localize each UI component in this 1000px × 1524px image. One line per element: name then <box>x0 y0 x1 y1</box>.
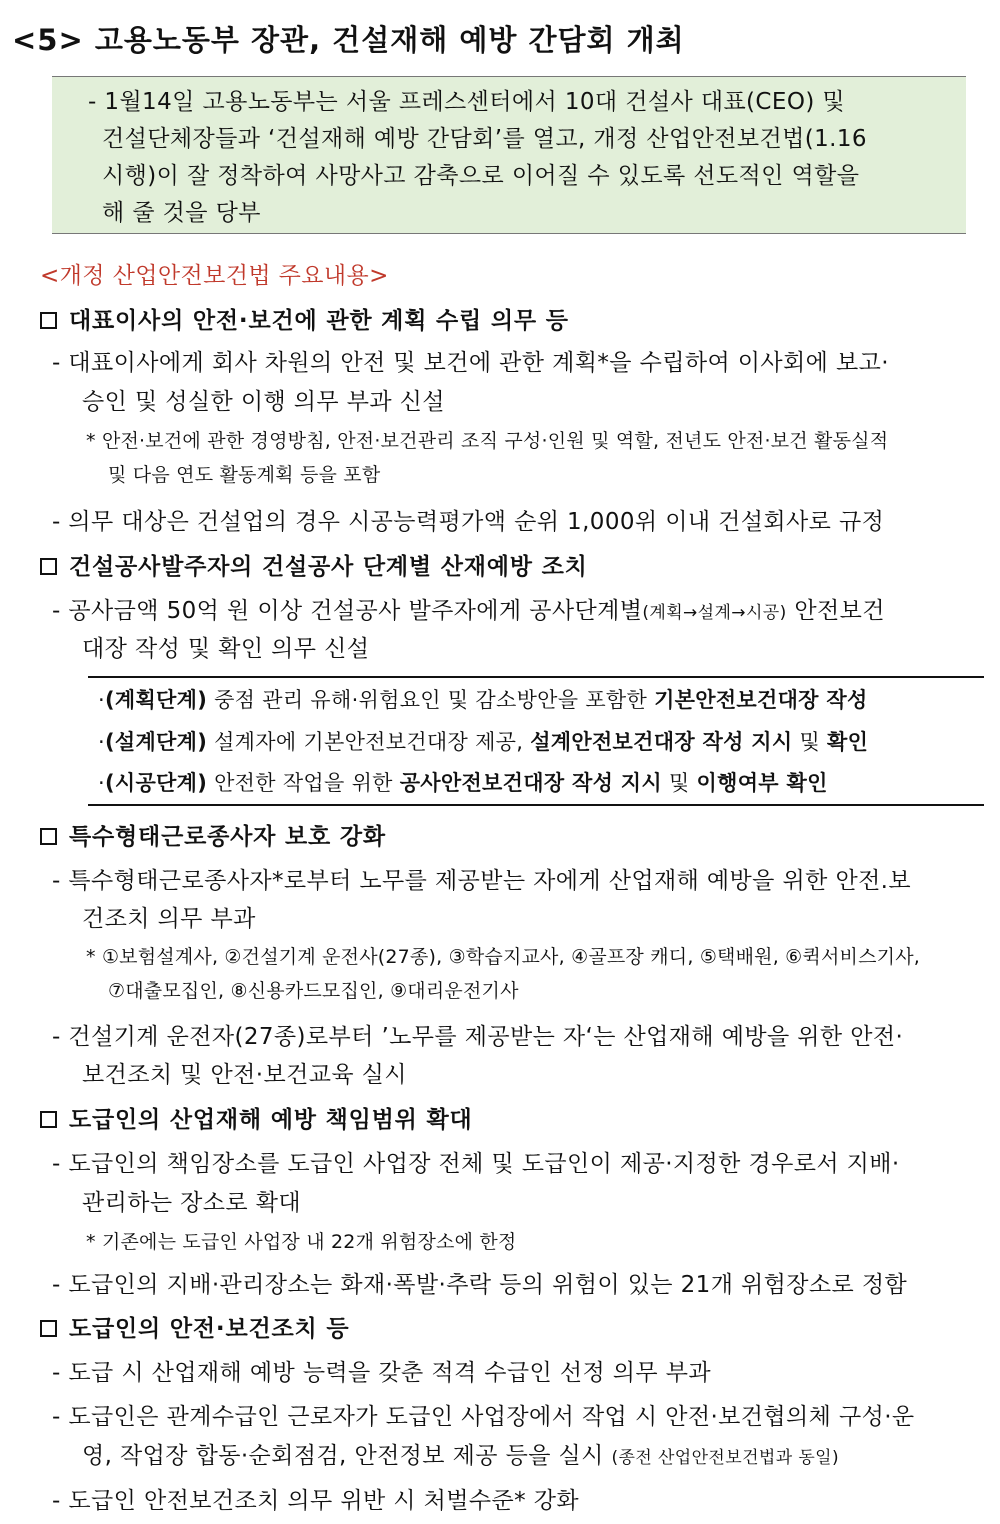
bullet-line: - 도급인의 책임장소를 도급인 사업장 전체 및 도급인이 제공·지정한 경우로서 지배· <box>52 1151 900 1177</box>
stage-emphasis: 공사안전보건대장 작성 지시 <box>399 771 662 795</box>
bullet-text: 안전보건 <box>786 598 885 624</box>
stage-emphasis: 이행여부 확인 <box>696 771 828 795</box>
stage-label: (설계단계) <box>104 730 208 754</box>
stage-text: 및 <box>792 730 828 754</box>
bullet-line: - 도급인 안전보건조치 의무 위반 시 처벌수준* 강화 <box>52 1488 579 1514</box>
stage-emphasis: 기본안전보건대장 작성 <box>654 688 868 712</box>
section-heading <box>40 818 386 851</box>
bullet-line: - 대표이사에게 회사 차원의 안전 및 보건에 관한 계획*을 수립하여 이사회에 보고· <box>52 350 889 376</box>
row-bullet: · <box>98 730 105 754</box>
bullet-line: 보건조치 및 안전·보건교육 실시 <box>82 1062 407 1088</box>
section-heading-text: 건설공사발주자의 건설공사 단계별 산재예방 조치 <box>69 554 588 580</box>
bullet-line: 건조치 의무 부과 <box>82 906 256 932</box>
section-heading-text: 대표이사의 안전·보건에 관한 계획 수립 의무 등 <box>69 308 569 334</box>
row-bullet: · <box>98 771 105 795</box>
document-title: <5> 고용노동부 장관, 건설재해 예방 간담회 개최 <box>12 23 685 57</box>
amendment-subheading: <개정 산업안전보건법 주요내용> <box>40 263 389 289</box>
footnote-line: * ①보험설계사, ②건설기계 운전사(27종), ③학습지교사, ④골프장 캐디, ⑤택배원, ⑥퀵서비스기사, <box>86 946 920 968</box>
stage-label: (시공단계) <box>104 771 208 795</box>
section-heading <box>40 1101 473 1134</box>
section-heading-text: 도급인의 안전·보건조치 등 <box>69 1316 350 1342</box>
bullet-line: - 의무 대상은 건설업의 경우 시공능력평가액 순위 1,000위 이내 건설회사로 규정 <box>52 509 885 535</box>
bullet-line: - 도급 시 산업재해 예방 능력을 갖춘 적격 수급인 선정 의무 부과 <box>52 1360 711 1386</box>
bullet-line: 대장 작성 및 확인 의무 신설 <box>82 636 370 662</box>
bullet-line: - 도급인은 관계수급인 근로자가 도급인 사업장에서 작업 시 안전·보건협의체 구성·운 <box>52 1404 915 1430</box>
summary-line: 건설단체장들과 ‘건설재해 예방 간담회’를 열고, 개정 산업안전보건법(1.16 <box>102 126 867 152</box>
checkbox-icon <box>40 1320 57 1337</box>
bullet-line: - 건설기계 운전자(27종)로부터 ’노무를 제공받는 자‘는 산업재해 예방을 위한 안전· <box>52 1024 904 1050</box>
summary-line: 시행)이 잘 정착하여 사망사고 감축으로 이어질 수 있도록 선도적인 역할을 <box>102 163 860 189</box>
stage-table <box>88 676 984 806</box>
footnote-line: * 기존에는 도급인 사업장 내 22개 위험장소에 한정 <box>86 1231 517 1253</box>
bullet-line: 승인 및 성실한 이행 의무 부과 신설 <box>82 389 445 415</box>
section-heading <box>40 302 569 335</box>
section-heading-text: 특수형태근로종사자 보호 강화 <box>69 824 386 850</box>
stage-emphasis: 설계안전보건대장 작성 지시 <box>530 730 793 754</box>
bullet-text: 영, 작업장 합동·순회점검, 안전정보 제공 등을 실시 <box>82 1443 612 1469</box>
summary-line: 해 줄 것을 당부 <box>102 200 261 226</box>
stage-text: 안전한 작업을 위한 <box>207 771 400 795</box>
bullet-line <box>52 592 885 625</box>
footnote-line: ⑦대출모집인, ⑧신용카드모집인, ⑨대리운전기사 <box>108 980 519 1002</box>
footnote-line: * 안전·보건에 관한 경영방침, 안전·보건관리 조직 구성·인원 및 역할, 전년도 안전·보건 활동실적 <box>86 430 889 452</box>
stage-text: 중점 관리 유해·위험요인 및 감소방안을 포함한 <box>207 688 655 712</box>
summary-box <box>52 76 966 234</box>
section-heading <box>40 548 588 581</box>
bullet-line: - 특수형태근로종사자*로부터 노무를 제공받는 자에게 산업재해 예방을 위한 안전.보 <box>52 868 912 894</box>
footnote-line: 및 다음 연도 활동계획 등을 포함 <box>108 464 381 486</box>
stage-row <box>98 684 868 714</box>
section-heading <box>40 1310 349 1343</box>
row-bullet: · <box>98 688 105 712</box>
stage-emphasis: 확인 <box>827 730 869 754</box>
bullet-line <box>82 1437 839 1470</box>
bullet-aside: (종전 산업안전보건법과 동일) <box>611 1448 840 1468</box>
summary-line: - 1월14일 고용노동부는 서울 프레스센터에서 10대 건설사 대표(CEO) 및 <box>88 89 846 115</box>
bullet-line: - 도급인의 지배·관리장소는 화재·폭발·추락 등의 위험이 있는 21개 위험장소로 정함 <box>52 1272 908 1298</box>
bullet-text: - 공사금액 50억 원 이상 건설공사 발주자에게 공사단계별 <box>52 598 643 624</box>
stage-row <box>98 726 868 756</box>
checkbox-icon <box>40 1111 57 1128</box>
stage-text: 및 <box>661 771 697 795</box>
stage-row <box>98 767 828 797</box>
checkbox-icon <box>40 558 57 575</box>
section-heading-text: 도급인의 산업재해 예방 책임범위 확대 <box>69 1107 473 1133</box>
stage-label: (계획단계) <box>104 688 208 712</box>
checkbox-icon <box>40 828 57 845</box>
bullet-aside: (계획→설계→시공) <box>642 603 787 623</box>
stage-text: 설계자에 기본안전보건대장 제공, <box>207 730 531 754</box>
checkbox-icon <box>40 312 57 329</box>
bullet-line: 관리하는 장소로 확대 <box>82 1190 301 1216</box>
